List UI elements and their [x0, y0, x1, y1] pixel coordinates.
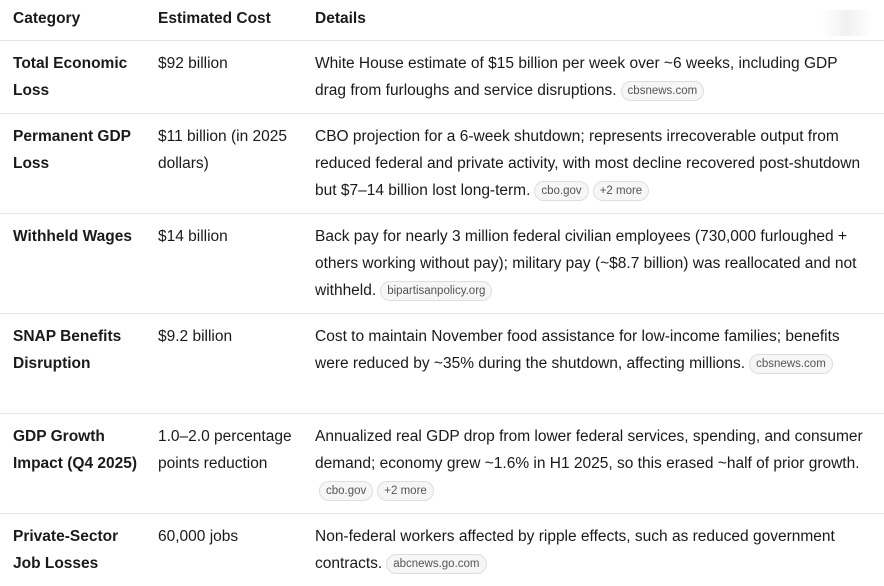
- more-sources-chip[interactable]: +2 more: [377, 481, 434, 501]
- table-row: [0, 114, 884, 214]
- row-details: [302, 314, 884, 413]
- row-details: [302, 41, 884, 113]
- row-details: [302, 114, 884, 213]
- source-chip[interactable]: cbo.gov: [319, 481, 373, 501]
- row-category: SNAP Benefits Disruption: [13, 328, 122, 372]
- header-estimated-cost: Estimated Cost: [158, 10, 271, 27]
- source-chip[interactable]: cbo.gov: [534, 181, 588, 201]
- table-header-row: [0, 0, 884, 41]
- row-details-text: CBO projection for a 6-week shutdown; represents irrecoverable output from reduced federal and private activity, with most decline recovered post-shutdown but $7–14 billion lost long-term.: [315, 128, 861, 199]
- table-row: [0, 41, 884, 114]
- source-chip[interactable]: cbsnews.com: [749, 354, 833, 374]
- row-category: Permanent GDP Loss: [13, 128, 131, 172]
- row-details: [302, 514, 884, 586]
- table-row: [0, 414, 884, 514]
- row-details-text: Non-federal workers affected by ripple effects, such as reduced government contracts.: [315, 528, 835, 572]
- source-chip[interactable]: abcnews.go.com: [386, 554, 486, 574]
- row-details-text: Back pay for nearly 3 million federal civilian employees (730,000 furloughed + others working without pay); military pay (~$8.7 billion) was reallocated and not withheld.: [315, 228, 857, 299]
- table-toolbar-placeholder: [822, 10, 872, 36]
- more-sources-chip[interactable]: +2 more: [593, 181, 650, 201]
- row-cost: $9.2 billion: [158, 328, 233, 345]
- row-category: GDP Growth Impact (Q4 2025): [13, 428, 138, 472]
- table-row: [0, 314, 884, 414]
- row-cost: 1.0–2.0 percentage points reduction: [158, 428, 292, 472]
- source-chip[interactable]: cbsnews.com: [621, 81, 705, 101]
- table-row: [0, 514, 884, 586]
- row-details: [302, 414, 884, 513]
- row-cost: $92 billion: [158, 55, 228, 72]
- row-details-text: Cost to maintain November food assistance for low-income families; benefits were reduced by ~35% during the shutdown, affecting millions.: [315, 328, 840, 372]
- header-details: Details: [315, 10, 366, 27]
- header-category: Category: [13, 10, 81, 27]
- row-details-text: White House estimate of $15 billion per week over ~6 weeks, including GDP drag from furloughs and service disruptions.: [315, 55, 838, 99]
- row-details: [302, 214, 884, 313]
- row-category: Total Economic Loss: [13, 55, 128, 99]
- row-cost: $11 billion (in 2025 dollars): [158, 128, 287, 172]
- row-category: Private-Sector Job Losses: [13, 528, 119, 572]
- source-chip[interactable]: bipartisanpolicy.org: [380, 281, 492, 301]
- row-category: Withheld Wages: [13, 228, 132, 245]
- row-cost: $14 billion: [158, 228, 228, 245]
- row-cost: 60,000 jobs: [158, 528, 239, 545]
- table-row: [0, 214, 884, 314]
- row-details-text: Annualized real GDP drop from lower federal services, spending, and consumer demand; economy grew ~1.6% in H1 2025, so this erased ~half of prior growth.: [315, 428, 863, 472]
